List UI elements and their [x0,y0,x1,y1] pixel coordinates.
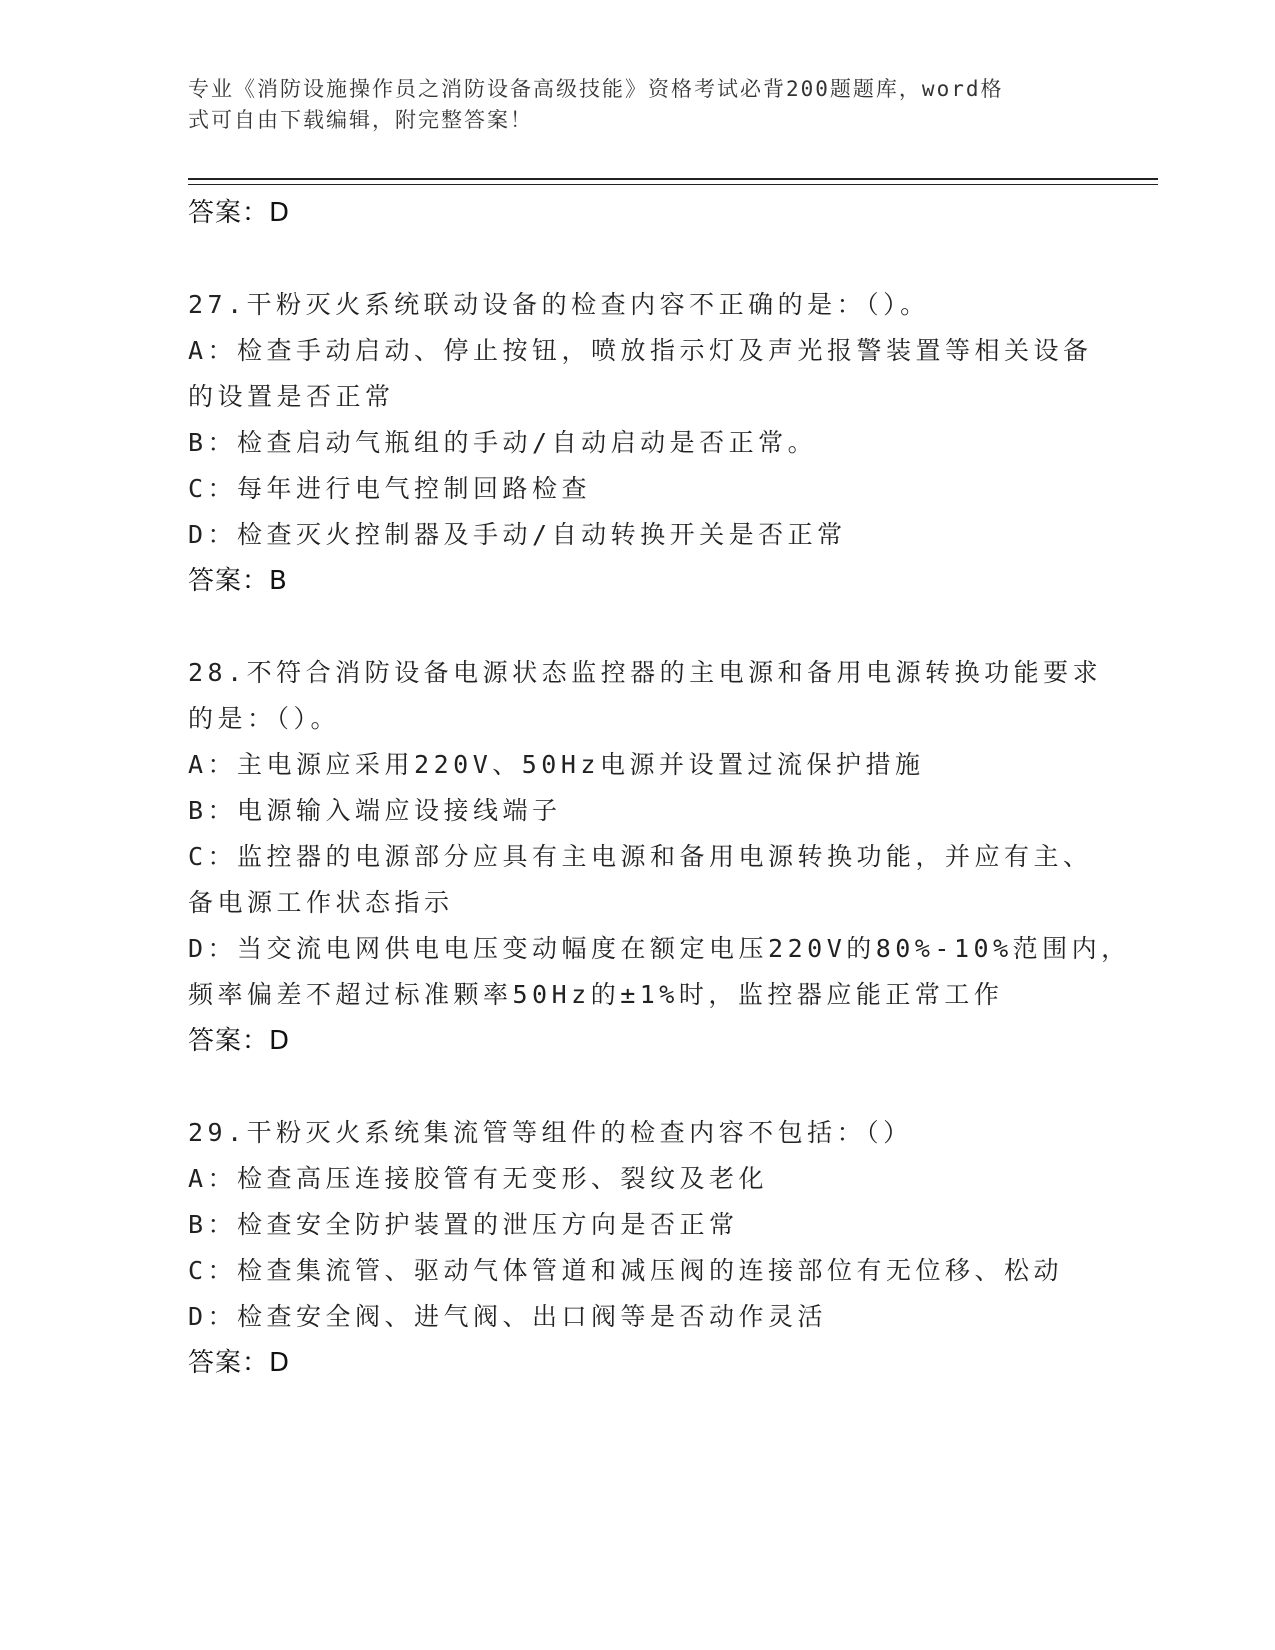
spacer [188,236,1088,282]
option-d: D：检查灭火控制器及手动/自动转换开关是否正常 [188,520,847,549]
option-c: C：检查集流管、驱动气体管道和减压阀的连接部位有无位移、松动 [188,1256,1064,1285]
option-d: D：当交流电网供电电压变动幅度在额定电压220V的80%-10%范围内， [188,934,1131,963]
previous-answer: 答案：D [188,198,291,228]
header-rule-thin [188,184,1158,185]
questions-content [188,190,1131,1386]
answer: 答案：B [188,566,288,596]
header-rule-thick [188,178,1158,180]
spacer [188,1064,1088,1110]
option-c-continued: 备电源工作状态指示 [188,888,454,917]
option-c: C：每年进行电气控制回路检查 [188,474,592,503]
option-b: B：电源输入端应设接线端子 [188,796,562,825]
question-stem: 29.干粉灭火系统集流管等组件的检查内容不包括：（） [188,1118,913,1147]
header-line-1: 专业《消防设施操作员之消防设备高级技能》资格考试必背200题题库，word格 [188,77,1004,101]
header-line-2: 式可自由下载编辑，附完整答案！ [188,108,533,132]
option-a-continued: 的设置是否正常 [188,382,395,411]
option-b: B：检查安全防护装置的泄压方向是否正常 [188,1210,739,1239]
spacer [188,604,1088,650]
option-d-continued: 频率偏差不超过标准颗率50Hz的±1%时，监控器应能正常工作 [188,980,1004,1009]
question-stem-continued: 的是：（）。 [188,704,341,733]
option-a: A：检查手动启动、停止按钮，喷放指示灯及声光报警装置等相关设备 [188,336,1093,365]
question-block [188,650,1131,1064]
option-b: B：检查启动气瓶组的手动/自动启动是否正常。 [188,428,818,457]
question-block [188,282,1093,604]
question-block [188,1110,1088,1386]
question-stem: 27.干粉灭火系统联动设备的检查内容不正确的是：（）。 [188,290,930,319]
option-c: C：监控器的电源部分应具有主电源和备用电源转换功能，并应有主、 [188,842,1093,871]
question-stem: 28.不符合消防设备电源状态监控器的主电源和备用电源转换功能要求 [188,658,1103,687]
option-a: A：主电源应采用220V、50Hz电源并设置过流保护措施 [188,750,925,779]
answer: 答案：D [188,1026,291,1056]
page-header [188,74,1088,136]
answer: 答案：D [188,1348,291,1378]
option-d: D：检查安全阀、进气阀、出口阀等是否动作灵活 [188,1302,828,1331]
option-a: A：检查高压连接胶管有无变形、裂纹及老化 [188,1164,769,1193]
